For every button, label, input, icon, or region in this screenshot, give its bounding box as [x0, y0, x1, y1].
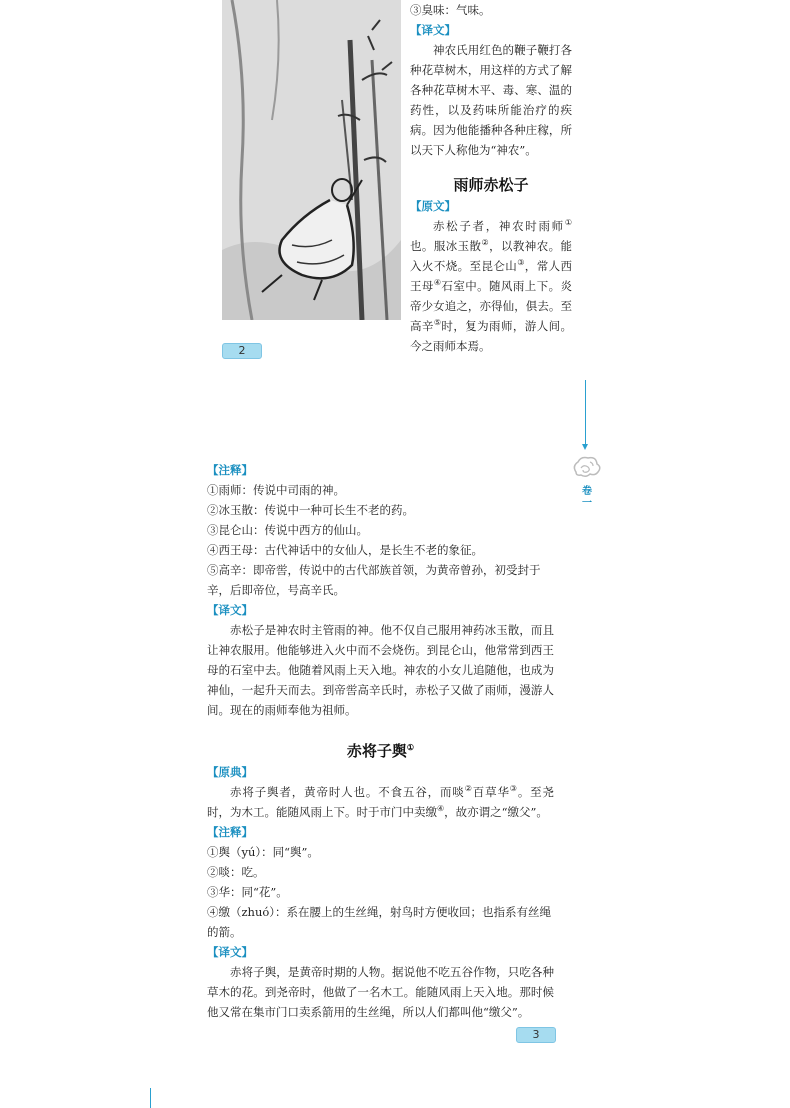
volume-marker-arrow — [582, 444, 588, 450]
original-tag: 【原典】 — [207, 765, 253, 779]
translation-tag: 【译文】 — [207, 603, 253, 617]
translation-paragraph: 赤松子是神农时主管雨的神。他不仅自己服用神药冰玉散，而且让神农服用。他能够进入火中而不会烧伤。到昆仑山，他常常到西王母的石室中去。他随着风雨上天入地。神农的小女儿追随他，也成为神仙，一起升天而去。到帝喾高辛氏时，赤松子又做了雨师，漫游人间。现在的雨师奉他为祖师。 — [207, 623, 554, 717]
original-tag: 【原文】 — [410, 199, 456, 213]
note-item: ③华：同“花”。 — [207, 885, 288, 899]
translation-tag: 【译文】 — [207, 945, 253, 959]
translation-paragraph: 神农氏用红色的鞭子鞭打各种花草树木，用这样的方式了解各种花草树木平、毒、寒、温的药性，以及药味所能治疗的疾病。因为他能播种各种庄稼，所以天下人称他为“神农”。 — [410, 43, 572, 157]
original-paragraph: 赤松子者，神农时雨师①也。服冰玉散②，以教神农。能入火不烧。至昆仑山③，常人西王母④石室中。随风雨上下。炎帝少女追之，亦得仙，俱去。至高辛⑤时，复为雨师，游人间。今之雨师本焉。 — [410, 218, 573, 353]
ink-painting-illustration — [222, 0, 401, 320]
note-item: ③昆仑山：传说中西方的仙山。 — [207, 523, 368, 537]
notes-tag: 【注释】 — [207, 463, 253, 477]
note-item: ②啖：吃。 — [207, 865, 265, 879]
translation-paragraph: 赤将子舆，是黄帝时期的人物。据说他不吃五谷作物，只吃各种草木的花。到尧帝时，他做了一名木工。能随风雨上天入地。那时候他又常在集市门口卖系箭用的生丝绳，所以人们都叫他“缴父”。 — [207, 965, 554, 1019]
section-title: 雨师赤松子 — [453, 176, 529, 194]
left-text-column — [410, 0, 572, 356]
note-item: ⑤高辛：即帝喾，传说中的古代部族首领，为黄帝曾孙，初受封于辛，后即帝位，号高辛氏。 — [207, 563, 541, 597]
page-number-badge: 3 — [516, 1027, 556, 1043]
note-item: ④缴（zhuó）：系在腰上的生丝绳，射鸟时方便收回；也指系有丝绳的箭。 — [207, 905, 552, 939]
ink-painting-art — [222, 0, 401, 320]
right-page-body — [207, 460, 554, 1022]
section-title: 赤将子舆① — [346, 742, 415, 760]
page-edge-line — [150, 1088, 151, 1108]
notes-tag: 【注释】 — [207, 825, 253, 839]
footnote-line: ③臭味：气味。 — [410, 3, 491, 17]
volume-marker-line — [585, 380, 586, 446]
note-item: ④西王母：古代神话中的女仙人，是长生不老的象征。 — [207, 543, 483, 557]
cloud-dragon-emblem-icon — [570, 452, 602, 484]
page-number-badge: 2 — [222, 343, 262, 359]
note-item: ①舆（yú）：同“舆”。 — [207, 845, 319, 859]
original-paragraph: 赤将子舆者，黄帝时人也。不食五谷，而啖②百草华③。至尧时，为木工。能随风雨上下。时于市门中卖缴④，故亦谓之“缴父”。 — [207, 784, 555, 819]
volume-label: 卷一 — [582, 486, 592, 509]
note-item: ②冰玉散：传说中一种可长生不老的药。 — [207, 503, 414, 517]
translation-tag: 【译文】 — [410, 23, 456, 37]
note-item: ①雨师：传说中司雨的神。 — [207, 483, 345, 497]
